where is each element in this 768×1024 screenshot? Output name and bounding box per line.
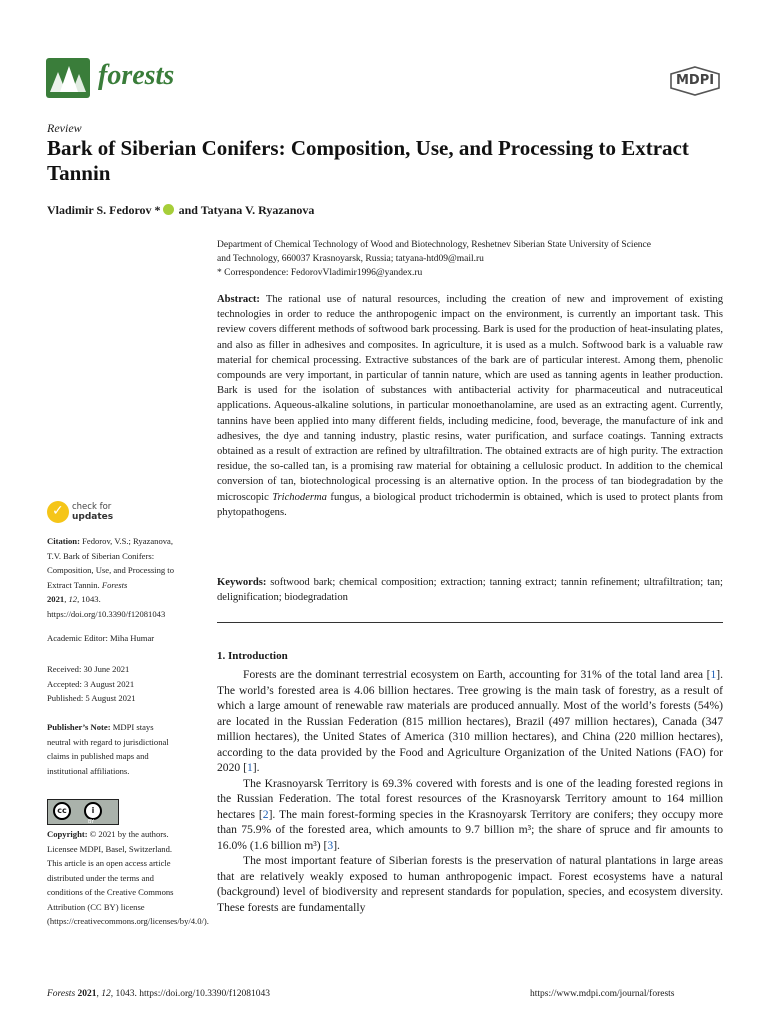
accepted-date: Accepted: 3 August 2021 bbox=[47, 678, 135, 689]
divider bbox=[217, 622, 723, 623]
paragraph: The most important feature of Siberian forests is the preservation of natural plantations in large areas that are relatively weakly exposed to human anthropogenic impact. Forest ecosystems have a natural (background) level of biodiversity and represent standards for population, species, and ecosystem diversity. These forests are fundamentally bbox=[217, 854, 723, 914]
journal-logo bbox=[46, 58, 90, 98]
cc-icon: cc bbox=[53, 802, 71, 820]
author-2[interactable]: and Tatyana V. Ryazanova bbox=[175, 203, 315, 217]
reference-link[interactable]: 2 bbox=[262, 807, 269, 821]
section-heading: 1. Introduction bbox=[217, 650, 288, 662]
footer-citation: Forests 2021, 12, 1043. https://doi.org/10.3390/f12081043 bbox=[47, 989, 270, 999]
publisher-note: Publisher’s Note: MDPI stays neutral with regard to jurisdictional claims in published maps and institutional affiliations. bbox=[47, 722, 169, 776]
keywords bbox=[217, 575, 723, 605]
attribution-icon: i bbox=[84, 802, 102, 820]
keywords-text: softwood bark; chemical composition; extraction; tanning extract; tannin refinement; ultrafiltration; tan; delignification; biodegradation bbox=[217, 577, 723, 604]
citation-doi[interactable]: , 1043. https://doi.org/10.3390/f12081043 bbox=[47, 594, 166, 619]
author-1[interactable]: Vladimir S. Fedorov * bbox=[47, 203, 161, 217]
published-date: Published: 5 August 2021 bbox=[47, 693, 136, 703]
abstract-italic: Trichoderma bbox=[272, 491, 327, 503]
correspondence: * Correspondence: FedorovVladimir1996@yandex.ru bbox=[217, 268, 423, 278]
journal-name: forests bbox=[98, 60, 175, 91]
citation-label: Citation: bbox=[47, 536, 80, 546]
affiliation bbox=[217, 238, 727, 280]
publisher-name: MDPI bbox=[676, 73, 715, 88]
dates bbox=[47, 662, 177, 706]
paragraph: The Krasnoyarsk Territory is 69.3% covered with forests and is one of the leading forested regions in the Russian Federation. The total forest resources of the Krasnoyarsk Territory amount to 164 million hectares [2]. The main forest-forming species in the Krasnoyarsk Territory are conifers; they occupy more than 75.9% of the forested area, which amounts to 9.7 billion m³; the share of spruce and fir amounts to 16.0% (1.6 billion m³) [3]. bbox=[217, 776, 724, 852]
reference-link[interactable]: 1 bbox=[246, 761, 253, 774]
check-for-updates-label[interactable]: updates bbox=[72, 512, 114, 522]
reference-link[interactable]: 3 bbox=[327, 838, 334, 852]
check-for-updates-label[interactable]: check for bbox=[72, 502, 112, 512]
introduction-body bbox=[217, 667, 723, 915]
citation: Citation: Fedorov, V.S.; Ryazanova, T.V. Bark of Siberian Conifers: Composition, Use, and Processing to Extract Tannin. Forests 2021, 12, 1043. https://doi.org/10.3390/f12081043 bbox=[47, 536, 174, 619]
affiliation-line: Department of Chemical Technology of Wood and Biotechnology, Reshetnev Siberian State University of Science bbox=[217, 240, 651, 250]
checkmark-icon: ✓ bbox=[52, 503, 64, 519]
author-list bbox=[47, 203, 314, 218]
affiliation-line: and Technology, 660037 Krasnoyarsk, Russia; tatyana-htd09@mail.ru bbox=[217, 254, 484, 264]
page-title: Bark of Siberian Conifers: Composition, Use, and Processing to Extract Tannin bbox=[47, 136, 689, 185]
article-type: Review bbox=[47, 121, 82, 135]
abstract-text: fungus, a biological product trichodermin is obtained, which is used to protect plants from phytopathogens. bbox=[217, 491, 723, 518]
keywords-label: Keywords: bbox=[217, 577, 267, 588]
mdpi-logo bbox=[668, 66, 722, 96]
journal-url[interactable]: https://www.mdpi.com/journal/forests bbox=[530, 989, 675, 999]
abstract-text: The rational use of natural resources, including the creation of new and improvement of existing technologies in order to reduce the anthropogenic impact on the environment, is currently an important task. This review covers different methods of softwood bark processing. Bark is used for the production of heat-insulating plates, and also as filler in adhesives and composites. In agriculture, it is used as a mulch. Softwood bark is a valuable raw material for chemical processing. Extractive substances of the bark are of particular interest. Among them, phenolic compounds are very important, in particular of tannin nature, which are used as tanning agents in leather production. Bark is used for the isolation of substances with antibacterial activity for pharmaceutical and nutraceutical applications. Aqueous-alkaline solutions, in particular monoethanolamine, are used as an extracting agent. Currently, tannins have been applied into many different fields, including medicine, food, beverage, the manufacture of ink and adhesives, the dye and tanning industry, plastic resins, water purification, and surface coatings. Tanning extracts obtained as a result of extraction are refined by ultrafiltration. The obtained extracts are of high purity. The extraction residue, the so-called tan, is a promising raw material for obtaining a cellulosic product. In addition to the chemical conversion of tan, biotechnological processing is an alternative option. In the process of tan biodegradation by the microscopic bbox=[217, 294, 723, 503]
copyright: Copyright: © 2021 by the authors. Licensee MDPI, Basel, Switzerland. This article is an open access article distributed under the terms and conditions of the Creative Commons Attribution (CC BY) license (https://creativecommons.org/licenses/by/4.0/). bbox=[47, 829, 209, 926]
orcid-icon[interactable] bbox=[163, 204, 174, 215]
reference-link[interactable]: 1 bbox=[710, 668, 717, 681]
cc-label: BY bbox=[88, 819, 95, 825]
abstract bbox=[217, 292, 723, 520]
received-date: Received: 30 June 2021 bbox=[47, 664, 130, 674]
paragraph: Forests are the dominant terrestrial ecosystem on Earth, accounting for 31% of the total land area [1]. The world’s forested area is 4.06 billion hectares. Tree growing is the main task of forestry, as a result of which a large amount of renewable raw materials are produced annually. Most of the world’s forests (54%) are located in the Russian Federation (815 million hectares), Brazil (497 million hectares), Canada (347 million hectares), the United States of America (310 million hectares), and China (220 million hectares), according to the data provided by the Food and Agriculture Organization of the United Nations (FAO) for 2020 [1]. bbox=[217, 668, 723, 774]
abstract-label: Abstract: bbox=[217, 294, 260, 305]
academic-editor: Academic Editor: Miha Humar bbox=[47, 633, 155, 643]
cc-by-license-badge[interactable] bbox=[47, 799, 119, 825]
